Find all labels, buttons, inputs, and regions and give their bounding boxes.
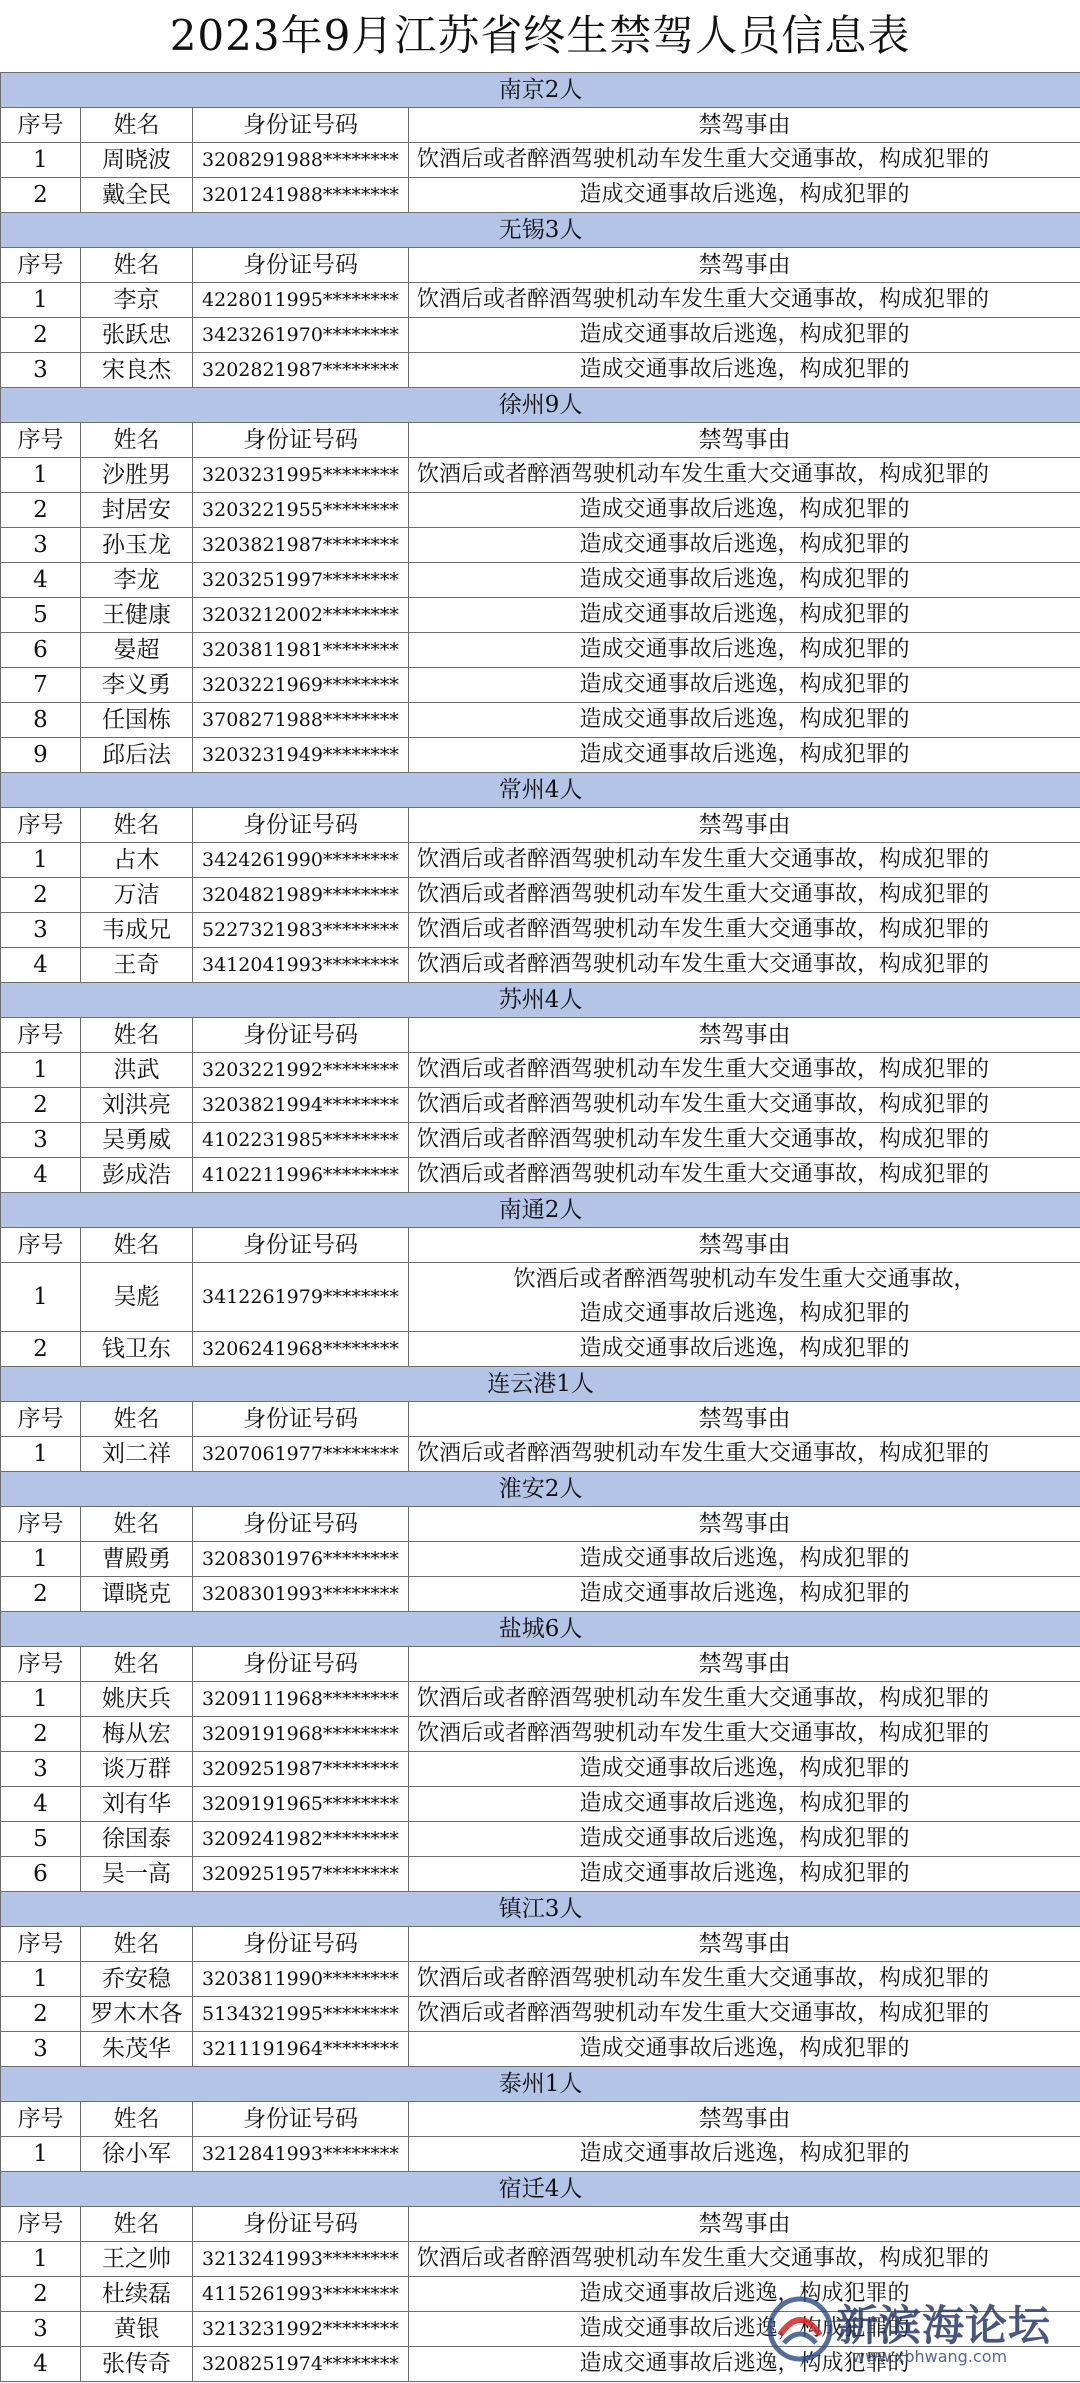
row-reason: 造成交通事故后逃逸，构成犯罪的 bbox=[409, 668, 1080, 703]
table-row bbox=[1, 1088, 1080, 1123]
city-heading: 镇江3人 bbox=[1, 1892, 1080, 1927]
row-name: 沙胜男 bbox=[81, 458, 193, 493]
header-name: 姓名 bbox=[81, 108, 193, 143]
row-id: 3208291988******** bbox=[193, 143, 409, 178]
row-id: 3206241968******** bbox=[193, 1332, 409, 1367]
row-reason: 造成交通事故后逃逸，构成犯罪的 bbox=[409, 598, 1080, 633]
column-header-row bbox=[1, 108, 1080, 143]
city-row bbox=[1, 73, 1080, 108]
table-row bbox=[1, 1123, 1080, 1158]
watermark-text: 新滨海论坛 bbox=[836, 2301, 1052, 2350]
header-no: 序号 bbox=[1, 423, 81, 458]
row-id: 3209191968******** bbox=[193, 1717, 409, 1752]
row-reason: 造成交通事故后逃逸，构成犯罪的 bbox=[409, 703, 1080, 738]
row-id: 3203821987******** bbox=[193, 528, 409, 563]
row-reason: 造成交通事故后逃逸，构成犯罪的 bbox=[409, 2032, 1080, 2067]
row-no: 4 bbox=[1, 563, 81, 598]
row-name: 梅从宏 bbox=[81, 1717, 193, 1752]
row-name: 吴彪 bbox=[81, 1263, 193, 1332]
row-id: 3203251997******** bbox=[193, 563, 409, 598]
table-row bbox=[1, 353, 1080, 388]
row-reason: 饮酒后或者醉酒驾驶机动车发生重大交通事故，构成犯罪的 bbox=[409, 1997, 1080, 2032]
table-row bbox=[1, 493, 1080, 528]
table-row bbox=[1, 1997, 1080, 2032]
row-id: 3203221969******** bbox=[193, 668, 409, 703]
row-id: 3209251987******** bbox=[193, 1752, 409, 1787]
row-id: 3203811981******** bbox=[193, 633, 409, 668]
page-title: 2023年9月江苏省终生禁驾人员信息表 bbox=[169, 11, 911, 60]
row-id: 3211191964******** bbox=[193, 2032, 409, 2067]
header-no: 序号 bbox=[1, 108, 81, 143]
table-row bbox=[1, 1542, 1080, 1577]
row-no: 1 bbox=[1, 1542, 81, 1577]
row-id: 3203212002******** bbox=[193, 598, 409, 633]
city-heading: 连云港1人 bbox=[1, 1367, 1080, 1402]
row-no: 2 bbox=[1, 1717, 81, 1752]
row-name: 徐国泰 bbox=[81, 1822, 193, 1857]
header-id: 身份证号码 bbox=[193, 248, 409, 283]
header-no: 序号 bbox=[1, 1402, 81, 1437]
row-id: 3412261979******** bbox=[193, 1263, 409, 1332]
column-header-row bbox=[1, 2102, 1080, 2137]
header-name: 姓名 bbox=[81, 808, 193, 843]
row-name: 乔安稳 bbox=[81, 1962, 193, 1997]
row-name: 朱茂华 bbox=[81, 2032, 193, 2067]
city-heading: 常州4人 bbox=[1, 773, 1080, 808]
city-heading: 徐州9人 bbox=[1, 388, 1080, 423]
header-id: 身份证号码 bbox=[193, 808, 409, 843]
table-row bbox=[1, 633, 1080, 668]
table-row bbox=[1, 1857, 1080, 1892]
row-no: 9 bbox=[1, 738, 81, 773]
row-id: 3213241993******** bbox=[193, 2242, 409, 2277]
column-header-row bbox=[1, 1507, 1080, 1542]
header-no: 序号 bbox=[1, 2102, 81, 2137]
table-row bbox=[1, 1822, 1080, 1857]
table-row bbox=[1, 2137, 1080, 2172]
row-reason: 饮酒后或者醉酒驾驶机动车发生重大交通事故，构成犯罪的 bbox=[409, 1088, 1080, 1123]
city-row bbox=[1, 1193, 1080, 1228]
watermark bbox=[766, 2287, 1066, 2373]
row-no: 1 bbox=[1, 458, 81, 493]
row-no: 2 bbox=[1, 318, 81, 353]
row-id: 3213231992******** bbox=[193, 2312, 409, 2347]
header-no: 序号 bbox=[1, 1927, 81, 1962]
watermark-url: www.xbhwang.com bbox=[852, 2347, 1008, 2366]
row-reason: 造成交通事故后逃逸，构成犯罪的 bbox=[409, 1332, 1080, 1367]
table-row bbox=[1, 1717, 1080, 1752]
row-reason: 饮酒后或者醉酒驾驶机动车发生重大交通事故，构成犯罪的 bbox=[409, 2242, 1080, 2277]
row-name: 吴一高 bbox=[81, 1857, 193, 1892]
table-body bbox=[1, 73, 1080, 2382]
table-row bbox=[1, 283, 1080, 318]
table-row bbox=[1, 563, 1080, 598]
row-reason: 造成交通事故后逃逸，构成犯罪的 bbox=[409, 353, 1080, 388]
header-id: 身份证号码 bbox=[193, 2102, 409, 2137]
city-heading: 南通2人 bbox=[1, 1193, 1080, 1228]
row-name: 任国栋 bbox=[81, 703, 193, 738]
city-heading: 泰州1人 bbox=[1, 2067, 1080, 2102]
city-row bbox=[1, 388, 1080, 423]
row-no: 1 bbox=[1, 2137, 81, 2172]
row-no: 6 bbox=[1, 633, 81, 668]
row-reason: 造成交通事故后逃逸，构成犯罪的 bbox=[409, 2277, 1080, 2312]
header-reason: 禁驾事由 bbox=[409, 1507, 1080, 1542]
row-id: 3201241988******** bbox=[193, 178, 409, 213]
row-name: 韦成兄 bbox=[81, 913, 193, 948]
table-row bbox=[1, 1437, 1080, 1472]
header-name: 姓名 bbox=[81, 1402, 193, 1437]
header-name: 姓名 bbox=[81, 248, 193, 283]
city-row bbox=[1, 213, 1080, 248]
row-no: 1 bbox=[1, 1682, 81, 1717]
row-reason: 造成交通事故后逃逸，构成犯罪的 bbox=[409, 1822, 1080, 1857]
table-row bbox=[1, 668, 1080, 703]
row-reason: 造成交通事故后逃逸，构成犯罪的 bbox=[409, 493, 1080, 528]
header-reason: 禁驾事由 bbox=[409, 1228, 1080, 1263]
row-no: 4 bbox=[1, 948, 81, 983]
row-reason: 造成交通事故后逃逸，构成犯罪的 bbox=[409, 633, 1080, 668]
row-name: 洪武 bbox=[81, 1053, 193, 1088]
row-id: 3708271988******** bbox=[193, 703, 409, 738]
table-row bbox=[1, 913, 1080, 948]
table-row bbox=[1, 738, 1080, 773]
row-reason: 饮酒后或者醉酒驾驶机动车发生重大交通事故，构成犯罪的 bbox=[409, 948, 1080, 983]
row-name: 姚庆兵 bbox=[81, 1682, 193, 1717]
header-name: 姓名 bbox=[81, 1507, 193, 1542]
table-row bbox=[1, 1263, 1080, 1332]
row-id: 3202821987******** bbox=[193, 353, 409, 388]
row-no: 2 bbox=[1, 493, 81, 528]
table-row bbox=[1, 1332, 1080, 1367]
city-heading: 盐城6人 bbox=[1, 1612, 1080, 1647]
forum-logo-icon bbox=[766, 2295, 834, 2363]
row-id: 3203811990******** bbox=[193, 1962, 409, 1997]
table-row bbox=[1, 2032, 1080, 2067]
city-heading: 南京2人 bbox=[1, 73, 1080, 108]
row-id: 3209251957******** bbox=[193, 1857, 409, 1892]
row-reason: 造成交通事故后逃逸，构成犯罪的 bbox=[409, 528, 1080, 563]
header-reason: 禁驾事由 bbox=[409, 2102, 1080, 2137]
header-name: 姓名 bbox=[81, 1647, 193, 1682]
row-reason-line-1: 饮酒后或者醉酒驾驶机动车发生重大交通事故， bbox=[513, 1267, 976, 1292]
header-reason: 禁驾事由 bbox=[409, 2207, 1080, 2242]
row-reason: 造成交通事故后逃逸，构成犯罪的 bbox=[409, 563, 1080, 598]
table-row bbox=[1, 2242, 1080, 2277]
row-reason: 饮酒后或者醉酒驾驶机动车发生重大交通事故，构成犯罪的 bbox=[409, 1682, 1080, 1717]
city-row bbox=[1, 1612, 1080, 1647]
row-name: 占木 bbox=[81, 843, 193, 878]
row-no: 2 bbox=[1, 178, 81, 213]
table-row bbox=[1, 878, 1080, 913]
row-no: 2 bbox=[1, 878, 81, 913]
row-id: 3203231949******** bbox=[193, 738, 409, 773]
row-name: 刘有华 bbox=[81, 1787, 193, 1822]
row-name: 刘洪亮 bbox=[81, 1088, 193, 1123]
column-header-row bbox=[1, 1402, 1080, 1437]
row-no: 2 bbox=[1, 2277, 81, 2312]
city-row bbox=[1, 2172, 1080, 2207]
row-name: 王之帅 bbox=[81, 2242, 193, 2277]
row-no: 3 bbox=[1, 353, 81, 388]
row-name: 彭成浩 bbox=[81, 1158, 193, 1193]
header-reason: 禁驾事由 bbox=[409, 108, 1080, 143]
header-reason: 禁驾事由 bbox=[409, 1402, 1080, 1437]
row-reason: 饮酒后或者醉酒驾驶机动车发生重大交通事故，构成犯罪的 bbox=[409, 283, 1080, 318]
table-row bbox=[1, 1682, 1080, 1717]
header-id: 身份证号码 bbox=[193, 1927, 409, 1962]
row-id: 4228011995******** bbox=[193, 283, 409, 318]
row-reason: 造成交通事故后逃逸，构成犯罪的 bbox=[409, 1542, 1080, 1577]
row-no: 1 bbox=[1, 283, 81, 318]
city-row bbox=[1, 1367, 1080, 1402]
header-no: 序号 bbox=[1, 1228, 81, 1263]
city-row bbox=[1, 1892, 1080, 1927]
header-name: 姓名 bbox=[81, 1018, 193, 1053]
header-id: 身份证号码 bbox=[193, 1647, 409, 1682]
table-row bbox=[1, 1158, 1080, 1193]
row-name: 吴勇威 bbox=[81, 1123, 193, 1158]
row-no: 4 bbox=[1, 1158, 81, 1193]
column-header-row bbox=[1, 1647, 1080, 1682]
row-name: 李京 bbox=[81, 283, 193, 318]
header-name: 姓名 bbox=[81, 423, 193, 458]
header-id: 身份证号码 bbox=[193, 1228, 409, 1263]
row-id: 3208301976******** bbox=[193, 1542, 409, 1577]
column-header-row bbox=[1, 423, 1080, 458]
column-header-row bbox=[1, 1927, 1080, 1962]
city-heading: 苏州4人 bbox=[1, 983, 1080, 1018]
header-no: 序号 bbox=[1, 1647, 81, 1682]
table-row bbox=[1, 1752, 1080, 1787]
row-id: 3423261970******** bbox=[193, 318, 409, 353]
header-id: 身份证号码 bbox=[193, 108, 409, 143]
row-name: 刘二祥 bbox=[81, 1437, 193, 1472]
row-name: 戴全民 bbox=[81, 178, 193, 213]
row-no: 3 bbox=[1, 1752, 81, 1787]
header-reason: 禁驾事由 bbox=[409, 1927, 1080, 1962]
table-row bbox=[1, 143, 1080, 178]
row-name: 罗木木各 bbox=[81, 1997, 193, 2032]
row-id: 4115261993******** bbox=[193, 2277, 409, 2312]
city-row bbox=[1, 1472, 1080, 1507]
row-reason: 造成交通事故后逃逸，构成犯罪的 bbox=[409, 1577, 1080, 1612]
row-id: 5134321995******** bbox=[193, 1997, 409, 2032]
row-id: 3203231995******** bbox=[193, 458, 409, 493]
city-row bbox=[1, 773, 1080, 808]
row-reason: 饮酒后或者醉酒驾驶机动车发生重大交通事故，构成犯罪的 bbox=[409, 1123, 1080, 1158]
header-no: 序号 bbox=[1, 1018, 81, 1053]
row-id: 3203821994******** bbox=[193, 1088, 409, 1123]
row-id: 3212841993******** bbox=[193, 2137, 409, 2172]
header-reason: 禁驾事由 bbox=[409, 1018, 1080, 1053]
row-no: 1 bbox=[1, 2242, 81, 2277]
table-row bbox=[1, 703, 1080, 738]
header-id: 身份证号码 bbox=[193, 423, 409, 458]
row-name: 张传奇 bbox=[81, 2347, 193, 2382]
row-reason: 造成交通事故后逃逸，构成犯罪的 bbox=[409, 1857, 1080, 1892]
header-id: 身份证号码 bbox=[193, 1402, 409, 1437]
row-id: 3412041993******** bbox=[193, 948, 409, 983]
row-no: 5 bbox=[1, 598, 81, 633]
row-id: 4102211996******** bbox=[193, 1158, 409, 1193]
table-row bbox=[1, 1053, 1080, 1088]
row-reason: 饮酒后或者醉酒驾驶机动车发生重大交通事故，构成犯罪的 bbox=[409, 1717, 1080, 1752]
row-reason: 造成交通事故后逃逸，构成犯罪的 bbox=[409, 738, 1080, 773]
row-name: 钱卫东 bbox=[81, 1332, 193, 1367]
header-name: 姓名 bbox=[81, 1927, 193, 1962]
row-no: 1 bbox=[1, 1053, 81, 1088]
header-id: 身份证号码 bbox=[193, 2207, 409, 2242]
row-no: 1 bbox=[1, 843, 81, 878]
row-name: 张跃忠 bbox=[81, 318, 193, 353]
row-reason: 造成交通事故后逃逸，构成犯罪的 bbox=[409, 2347, 1080, 2382]
row-id: 3204821989******** bbox=[193, 878, 409, 913]
row-id: 4102231985******** bbox=[193, 1123, 409, 1158]
table-row bbox=[1, 1787, 1080, 1822]
row-no: 7 bbox=[1, 668, 81, 703]
header-no: 序号 bbox=[1, 808, 81, 843]
row-reason: 造成交通事故后逃逸，构成犯罪的 bbox=[409, 2137, 1080, 2172]
row-reason: 造成交通事故后逃逸，构成犯罪的 bbox=[409, 318, 1080, 353]
row-no: 3 bbox=[1, 2032, 81, 2067]
header-id: 身份证号码 bbox=[193, 1018, 409, 1053]
header-no: 序号 bbox=[1, 1507, 81, 1542]
row-name: 王健康 bbox=[81, 598, 193, 633]
table-row bbox=[1, 178, 1080, 213]
header-no: 序号 bbox=[1, 2207, 81, 2242]
row-name: 万洁 bbox=[81, 878, 193, 913]
row-reason: 造成交通事故后逃逸，构成犯罪的 bbox=[409, 2312, 1080, 2347]
city-row bbox=[1, 983, 1080, 1018]
table-row bbox=[1, 1962, 1080, 1997]
row-name: 周晓波 bbox=[81, 143, 193, 178]
header-name: 姓名 bbox=[81, 1228, 193, 1263]
row-reason: 饮酒后或者醉酒驾驶机动车发生重大交通事故，构成犯罪的 bbox=[409, 1962, 1080, 1997]
header-name: 姓名 bbox=[81, 2102, 193, 2137]
row-reason: 饮酒后或者醉酒驾驶机动车发生重大交通事故，构成犯罪的 bbox=[409, 1053, 1080, 1088]
city-heading: 淮安2人 bbox=[1, 1472, 1080, 1507]
row-no: 3 bbox=[1, 1123, 81, 1158]
city-heading: 宿迁4人 bbox=[1, 2172, 1080, 2207]
row-no: 2 bbox=[1, 1577, 81, 1612]
row-id: 3424261990******** bbox=[193, 843, 409, 878]
row-no: 4 bbox=[1, 1787, 81, 1822]
header-id: 身份证号码 bbox=[193, 1507, 409, 1542]
row-name: 封居安 bbox=[81, 493, 193, 528]
row-name: 晏超 bbox=[81, 633, 193, 668]
row-id: 5227321983******** bbox=[193, 913, 409, 948]
column-header-row bbox=[1, 2207, 1080, 2242]
row-no: 4 bbox=[1, 2347, 81, 2382]
row-reason: 饮酒后或者醉酒驾驶机动车发生重大交通事故，构成犯罪的 bbox=[409, 913, 1080, 948]
header-reason: 禁驾事由 bbox=[409, 1647, 1080, 1682]
row-no: 2 bbox=[1, 1332, 81, 1367]
row-no: 6 bbox=[1, 1857, 81, 1892]
row-id: 3208301993******** bbox=[193, 1577, 409, 1612]
row-id: 3203221955******** bbox=[193, 493, 409, 528]
row-name: 曹殿勇 bbox=[81, 1542, 193, 1577]
row-no: 1 bbox=[1, 1263, 81, 1332]
row-reason bbox=[409, 1263, 1080, 1332]
row-name: 杜续磊 bbox=[81, 2277, 193, 2312]
row-no: 3 bbox=[1, 528, 81, 563]
row-name: 黄银 bbox=[81, 2312, 193, 2347]
row-name: 李义勇 bbox=[81, 668, 193, 703]
row-id: 3209111968******** bbox=[193, 1682, 409, 1717]
row-reason: 造成交通事故后逃逸，构成犯罪的 bbox=[409, 1787, 1080, 1822]
column-header-row bbox=[1, 1228, 1080, 1263]
row-name: 宋良杰 bbox=[81, 353, 193, 388]
header-name: 姓名 bbox=[81, 2207, 193, 2242]
row-no: 1 bbox=[1, 1437, 81, 1472]
city-heading: 无锡3人 bbox=[1, 213, 1080, 248]
row-reason: 造成交通事故后逃逸，构成犯罪的 bbox=[409, 1752, 1080, 1787]
table-row bbox=[1, 598, 1080, 633]
row-name: 李龙 bbox=[81, 563, 193, 598]
city-row bbox=[1, 2067, 1080, 2102]
row-name: 王奇 bbox=[81, 948, 193, 983]
row-name: 谈万群 bbox=[81, 1752, 193, 1787]
header-reason: 禁驾事由 bbox=[409, 248, 1080, 283]
header-reason: 禁驾事由 bbox=[409, 423, 1080, 458]
column-header-row bbox=[1, 808, 1080, 843]
row-id: 3209241982******** bbox=[193, 1822, 409, 1857]
table-row bbox=[1, 318, 1080, 353]
table-row bbox=[1, 948, 1080, 983]
row-no: 2 bbox=[1, 1088, 81, 1123]
row-name: 邱后法 bbox=[81, 738, 193, 773]
row-name: 孙玉龙 bbox=[81, 528, 193, 563]
table-row bbox=[1, 1577, 1080, 1612]
row-id: 3208251974******** bbox=[193, 2347, 409, 2382]
column-header-row bbox=[1, 1018, 1080, 1053]
row-reason-line-2: 造成交通事故后逃逸，构成犯罪的 bbox=[579, 1301, 910, 1326]
row-reason: 饮酒后或者醉酒驾驶机动车发生重大交通事故，构成犯罪的 bbox=[409, 878, 1080, 913]
row-no: 8 bbox=[1, 703, 81, 738]
row-reason: 饮酒后或者醉酒驾驶机动车发生重大交通事故，构成犯罪的 bbox=[409, 1437, 1080, 1472]
column-header-row bbox=[1, 248, 1080, 283]
table-row bbox=[1, 528, 1080, 563]
table-row bbox=[1, 458, 1080, 493]
row-no: 2 bbox=[1, 1997, 81, 2032]
row-no: 5 bbox=[1, 1822, 81, 1857]
row-reason: 饮酒后或者醉酒驾驶机动车发生重大交通事故，构成犯罪的 bbox=[409, 458, 1080, 493]
row-name: 徐小军 bbox=[81, 2137, 193, 2172]
header-reason: 禁驾事由 bbox=[409, 808, 1080, 843]
row-no: 3 bbox=[1, 2312, 81, 2347]
row-id: 3207061977******** bbox=[193, 1437, 409, 1472]
row-name: 谭晓克 bbox=[81, 1577, 193, 1612]
row-id: 3209191965******** bbox=[193, 1787, 409, 1822]
row-reason: 饮酒后或者醉酒驾驶机动车发生重大交通事故，构成犯罪的 bbox=[409, 143, 1080, 178]
row-reason: 造成交通事故后逃逸，构成犯罪的 bbox=[409, 178, 1080, 213]
ban-table bbox=[0, 72, 1080, 2382]
row-no: 1 bbox=[1, 143, 81, 178]
row-no: 1 bbox=[1, 1962, 81, 1997]
table-row bbox=[1, 843, 1080, 878]
row-no: 3 bbox=[1, 913, 81, 948]
row-reason: 饮酒后或者醉酒驾驶机动车发生重大交通事故，构成犯罪的 bbox=[409, 1158, 1080, 1193]
row-id: 3203221992******** bbox=[193, 1053, 409, 1088]
header-no: 序号 bbox=[1, 248, 81, 283]
row-reason: 饮酒后或者醉酒驾驶机动车发生重大交通事故，构成犯罪的 bbox=[409, 843, 1080, 878]
